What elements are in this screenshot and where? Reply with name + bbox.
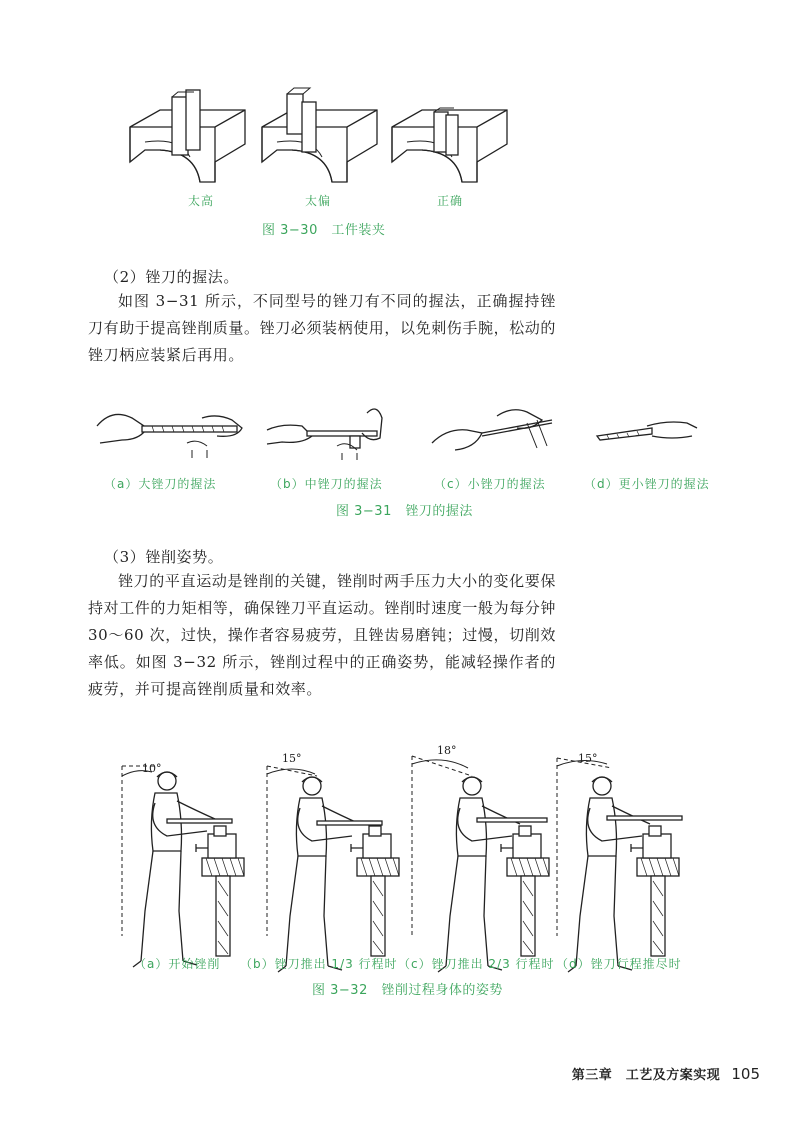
- section-2-paragraph: [88, 288, 556, 369]
- footer-page-number: 105: [731, 1065, 760, 1083]
- fig-3-31-label-a: （a）大锉刀的握法: [104, 477, 217, 491]
- fig-3-30-label-correct: 正确: [437, 194, 464, 208]
- fig-3-32-angle-a: 10°: [142, 762, 162, 775]
- fig-3-31-label-d: （d）更小锉刀的握法: [584, 477, 710, 491]
- fig-3-31-illustration: [92, 398, 722, 468]
- section-3-heading: （3）锉削姿势。: [104, 548, 224, 566]
- fig-3-32-caption: 图 3−32 锉削过程身体的姿势: [312, 983, 503, 998]
- section-2-heading: （2）锉刀的握法。: [104, 268, 239, 286]
- section-2-text: 如图 3−31 所示，不同型号的锉刀有不同的握法，正确握持锉刀有助于提高锉削质量。锉刀必须装柄使用，以免刺伤手腕，松动的锉刀柄应装紧后再用。: [88, 292, 557, 364]
- fig-3-32-angle-d: 15°: [578, 752, 598, 765]
- fig-3-31-label-c: （c）小锉刀的握法: [434, 477, 546, 491]
- fig-3-30-illustration: [120, 82, 520, 192]
- figure-3-30: [120, 82, 520, 192]
- figure-3-31: [92, 398, 722, 468]
- fig-3-30-label-too-high: 太高: [188, 194, 215, 208]
- fig-3-32-label-b: （b）锉刀推出 1/3 行程时: [240, 957, 398, 971]
- page-footer: [560, 1064, 760, 1083]
- fig-3-30-caption: 图 3−30 工件装夹: [262, 223, 386, 238]
- fig-3-30-label-too-offset: 太偏: [305, 194, 332, 208]
- fig-3-31-caption: 图 3−31 锉刀的握法: [336, 504, 473, 519]
- fig-3-32-angle-b: 15°: [282, 752, 302, 765]
- fig-3-31-label-b: （b）中锉刀的握法: [270, 477, 383, 491]
- fig-3-32-label-d: （d）锉刀行程推尽时: [556, 957, 682, 971]
- footer-chapter: 第三章 工艺及方案实现: [571, 1068, 721, 1083]
- fig-3-32-illustration: [112, 746, 712, 951]
- fig-3-32-label-c: （c）锉刀推出 2/3 行程时: [398, 957, 555, 971]
- fig-3-32-angle-c: 18°: [437, 744, 457, 757]
- figure-3-32: [112, 746, 712, 951]
- fig-3-32-label-a: （a）开始锉削: [134, 957, 221, 971]
- section-3-text: 锉刀的平直运动是锉削的关键，锉削时两手压力大小的变化要保持对工件的力矩相等，确保锉刀平直运动。锉削时速度一般为每分钟 30～60 次，过快，操作者容易疲劳，且锉齿易磨钝；过慢，切削效率低。如图 3−32 所示，锉削过程中的正确姿势，能减轻操作者的疲劳，并可提高锉削质量和效率。: [88, 572, 557, 698]
- section-3-paragraph: [88, 568, 556, 703]
